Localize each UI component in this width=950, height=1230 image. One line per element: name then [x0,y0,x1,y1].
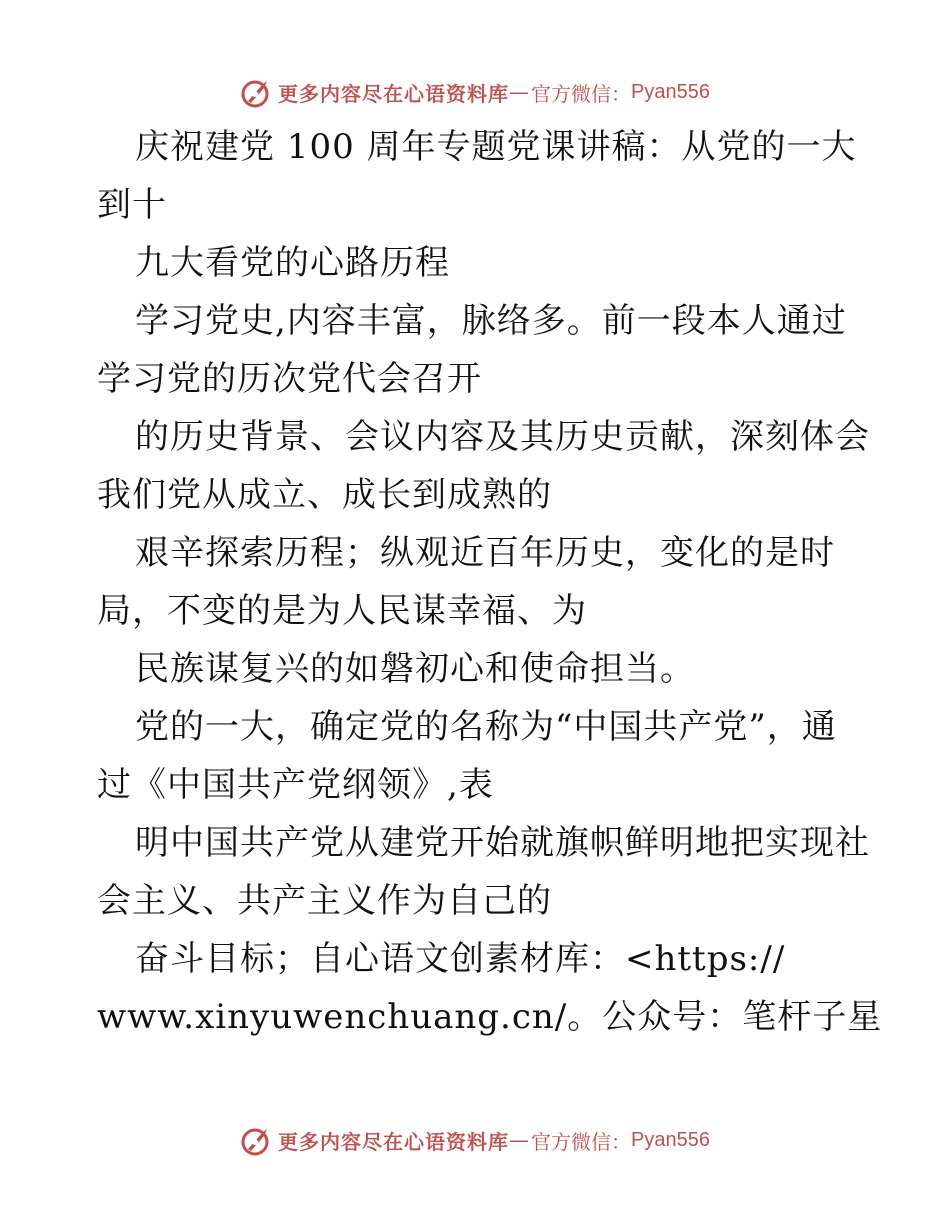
header-wechat-label: 官方微信： [531,81,632,106]
paragraph-line: 奋斗目标；自心语文创素材库：<https:// [135,939,786,979]
pen-logo-icon [240,75,274,109]
paragraph-line: 我们党从成立、成长到成熟的 [97,475,552,515]
pen-logo-icon [240,1123,274,1157]
header-banner-text: 更多内容尽在心语资料库 [278,81,510,106]
footer-banner [0,1120,950,1160]
paragraph-line: 党的一大，确定党的名称为“中国共产党”，通 [135,707,837,747]
paragraph-line: 民族谋复兴的如磐初心和使命担当。 [135,649,695,689]
paragraph-line: 过《中国共产党纲领》,表 [97,765,494,805]
paragraph-line: 会主义、共产主义作为自己的 [97,881,552,921]
paragraph-line: 学习党史,内容丰富，脉络多。前一段本人通过 [135,301,847,341]
header-banner [0,72,950,112]
footer-wechat-label: 官方微信： [531,1129,632,1154]
paragraph-line: 局，不变的是为人民谋幸福、为 [97,591,587,631]
paragraph-line: 学习党的历次党代会召开 [97,359,482,399]
footer-banner-separator: — [509,1128,530,1152]
header-wechat-id: Pyan556 [631,80,710,103]
title-line-1: 庆祝建党 100 周年专题党课讲稿：从党的一大 [135,127,857,167]
document-body [97,118,883,1046]
paragraph-line: 艰辛探索历程；纵观近百年历史，变化的是时 [135,533,835,573]
paragraph-line: 的历史背景、会议内容及其历史贡献，深刻体会 [135,417,870,457]
header-banner-separator: — [509,80,530,104]
paragraph-line: www.xinyuwenchuang.cn/。公众号：笔杆子星 [97,997,883,1037]
title-line-3: 九大看党的心路历程 [135,243,450,283]
title-line-2: 到十 [97,185,167,225]
footer-wechat-id: Pyan556 [631,1128,710,1151]
paragraph-line: 明中国共产党从建党开始就旗帜鲜明地把实现社 [135,823,870,863]
footer-banner-text: 更多内容尽在心语资料库 [278,1129,510,1154]
